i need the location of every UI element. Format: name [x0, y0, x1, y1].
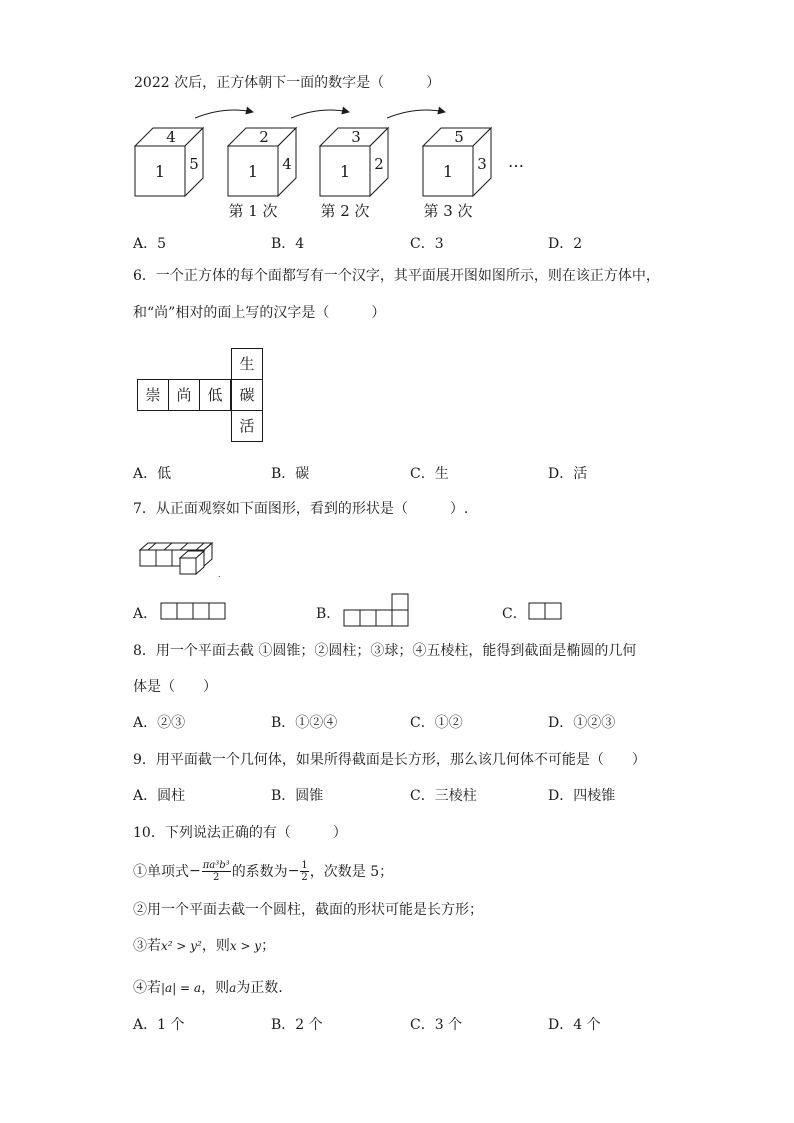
- q7-option-c[interactable]: C．: [502, 606, 527, 622]
- q10-statement-4: ④若|a| = a，则a为正数.: [133, 980, 283, 996]
- cube-face-side: 2: [374, 155, 384, 173]
- cube-face-top: 5: [454, 128, 464, 146]
- monomial-fraction: $\frac{\text{πa³b³}}{2}$: [202, 859, 230, 883]
- q7-stem: 7．从正面观察如下面图形，看到的形状是（ ）.: [133, 501, 469, 517]
- q10-statement-2: ②用一个平面去截一个圆柱，截面的形状可能是长方形；: [133, 902, 483, 918]
- cube-face-front: 1: [154, 162, 166, 181]
- net-cell-top: 生: [231, 348, 263, 380]
- q6-option-c[interactable]: C．生: [410, 466, 449, 482]
- roll-arrow-3: [387, 110, 445, 118]
- roll-arrow-2: [291, 110, 349, 118]
- q7-option-b[interactable]: B．: [316, 606, 341, 622]
- cube-0: [135, 128, 203, 196]
- q5-stem-tail: 2022 次后，正方体朝下一面的数字是（ ）: [134, 75, 441, 91]
- cube-face-side: 4: [282, 155, 292, 173]
- cube-caption: 第 2 次: [320, 202, 370, 220]
- q5-option-a[interactable]: A．5: [133, 236, 167, 252]
- q5-option-b[interactable]: B．4: [271, 236, 305, 252]
- q7-option-a[interactable]: A．: [133, 606, 158, 622]
- cube-1: [228, 128, 296, 220]
- cube-face-front: 1: [247, 162, 259, 181]
- cube-face-top: 4: [166, 128, 176, 146]
- q5-cube-sequence-figure: [125, 104, 545, 222]
- q9-option-c[interactable]: C．三棱柱: [410, 788, 477, 804]
- q7-block-solid-figure: [138, 540, 224, 578]
- cube-2: [320, 128, 388, 220]
- q10-option-a[interactable]: A．1 个: [133, 1017, 185, 1033]
- q10-option-c[interactable]: C．3 个: [410, 1017, 463, 1033]
- cube-face-top: 3: [351, 128, 361, 146]
- q8-option-c[interactable]: C．①②: [410, 715, 463, 731]
- cube-3: [423, 128, 491, 220]
- q8-stem-line2: 体是（ ）: [133, 679, 217, 695]
- q8-option-a[interactable]: A．②③: [133, 715, 186, 731]
- q5-option-c[interactable]: C．3: [410, 236, 444, 252]
- q9-option-b[interactable]: B．圆锥: [271, 788, 324, 804]
- cube-face-top: 2: [259, 128, 269, 146]
- cube-face-front: 1: [339, 162, 351, 181]
- q6-option-d[interactable]: D．活: [548, 466, 588, 482]
- q9-option-d[interactable]: D．四棱锥: [548, 788, 616, 804]
- q10-option-d[interactable]: D．4 个: [548, 1017, 601, 1033]
- q10-statement-1: ①单项式 − $\frac{\text{πa³b³}}{2}$ 的系数为 − $\frac{1}{2}$ ，次数是 5；: [133, 859, 394, 883]
- q6-option-a[interactable]: A．低: [133, 466, 172, 482]
- q6-stem-line2: 和“尚”相对的面上写的汉字是（ ）: [133, 305, 386, 321]
- cube-caption: 第 3 次: [423, 202, 473, 220]
- cube-caption: 第 1 次: [228, 202, 278, 220]
- cube-face-front: 1: [442, 162, 454, 181]
- net-cell-0: 崇: [137, 379, 169, 411]
- q8-option-d[interactable]: D．①②③: [548, 715, 616, 731]
- q7-option-a-figure[interactable]: [160, 601, 230, 621]
- q7-option-c-figure[interactable]: [527, 601, 567, 621]
- q7-option-b-figure[interactable]: [342, 593, 412, 627]
- q5-option-d[interactable]: D．2: [548, 236, 583, 252]
- q9-option-a[interactable]: A．圆柱: [133, 788, 186, 804]
- net-cell-2: 低: [199, 379, 231, 411]
- net-cell-1: 尚: [168, 379, 200, 411]
- q6-cube-net: [137, 348, 263, 440]
- q8-option-b[interactable]: B．①②④: [271, 715, 338, 731]
- q10-stem: 10．下列说法正确的有（ ）: [133, 825, 347, 841]
- q10-statement-3: ③若x² > y²，则x > y；: [133, 938, 276, 954]
- q6-stem-line1: 6．一个正方体的每个面都写有一个汉字，其平面展开图如图所示，则在该正方体中，: [133, 268, 660, 284]
- roll-arrow-1: [195, 110, 253, 118]
- coefficient-fraction: $\frac{1}{2}$: [301, 859, 308, 883]
- q9-stem: 9．用平面截一个几何体，如果所得截面是长方形，那么该几何体不可能是（ ）: [133, 752, 646, 768]
- net-cell-3: 碳: [231, 379, 263, 411]
- svg-text:.: .: [218, 570, 221, 578]
- q6-option-b[interactable]: B．碳: [271, 466, 310, 482]
- q8-stem-line1: 8．用一个平面去截 ①圆锥；②圆柱；③球；④五棱柱，能得到截面是椭圆的几何: [133, 643, 637, 659]
- net-cell-bottom: 活: [231, 410, 263, 442]
- q5-ellipsis: …: [508, 152, 524, 171]
- cube-face-side: 5: [189, 155, 199, 173]
- cube-face-side: 3: [477, 155, 487, 173]
- q10-option-b[interactable]: B．2 个: [271, 1017, 323, 1033]
